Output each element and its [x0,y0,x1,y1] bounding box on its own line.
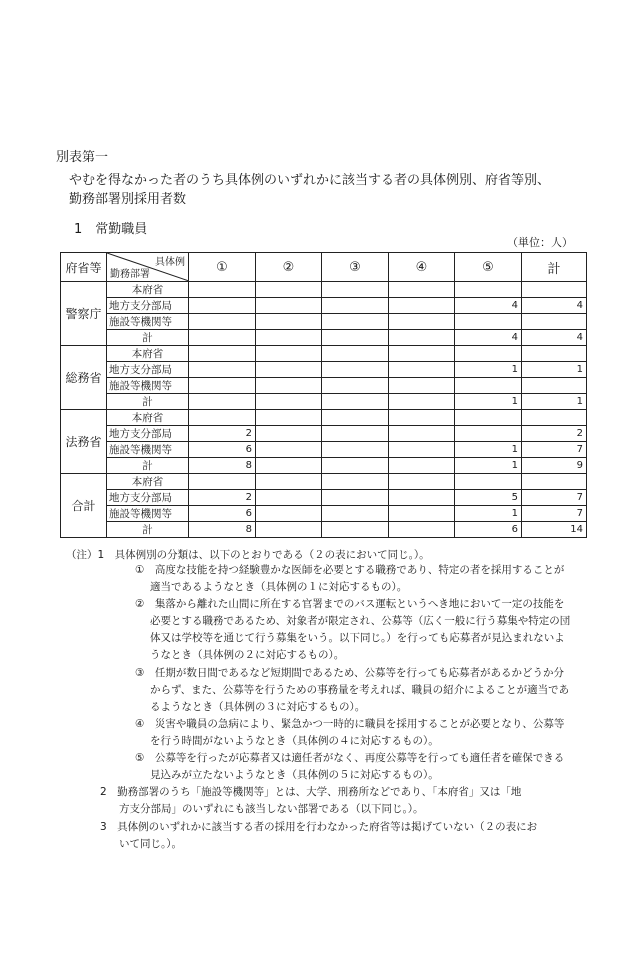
value-cell: 1 [522,362,587,378]
value-cell [256,346,322,362]
value-cell [189,282,256,298]
corner-label-dept: 勤務部署 [110,269,150,280]
table-row [61,458,587,474]
table-row [61,490,587,506]
value-cell: 1 [455,362,522,378]
value-cell [322,474,389,490]
value-cell [389,394,455,410]
value-cell [389,282,455,298]
note-line: 方支分部局」のいずれにも該当しない部署である（以下同じ。）。 [119,803,424,815]
dept-label: 施設等機関等 [107,442,189,458]
value-cell [389,522,455,538]
value-cell [455,282,522,298]
value-cell [455,426,522,442]
value-cell [256,522,322,538]
note-line: 体又は学校等を通じて行う募集をいう。以下同じ。）を行っても応募者が見込まれないよ [150,632,565,644]
note-line: 見込みが立たないようなとき（具体例の５に対応するもの）。 [150,769,439,781]
value-cell [322,282,389,298]
dept-label: 計 [107,522,189,538]
col-header-3: ③ [322,253,389,282]
value-cell [256,410,322,426]
value-cell [189,298,256,314]
value-cell [256,378,322,394]
note-line: ② 集落から離れた山間に所在する官署までのバス運転というへき地において一定の技能を [135,598,565,610]
header-row [61,253,587,282]
value-cell: 1 [455,458,522,474]
value-cell [322,490,389,506]
value-cell [256,426,322,442]
value-cell: 4 [522,298,587,314]
value-cell [256,458,322,474]
ministry-name: 警察庁 [61,282,107,346]
value-cell [522,410,587,426]
section-title: 別表第一 [56,150,109,165]
value-cell [322,330,389,346]
value-cell: 1 [455,394,522,410]
value-cell [322,298,389,314]
col-header-2: ② [256,253,322,282]
dept-label: 地方支分部局 [107,298,189,314]
table-row [61,426,587,442]
heading-line-1: やむを得なかった者のうち具体例のいずれかに該当する者の具体例別、府省等別、 [69,173,551,188]
ministry-name: 総務省 [61,346,107,410]
value-cell [189,330,256,346]
value-cell: 7 [522,490,587,506]
value-cell: 4 [522,330,587,346]
value-cell [256,298,322,314]
value-cell [389,458,455,474]
value-cell [189,314,256,330]
value-cell: 1 [522,394,587,410]
note-line: を行う時間がないようなとき（具体例の４に対応するもの）。 [150,735,439,747]
col-header-total: 計 [522,253,587,282]
value-cell [522,474,587,490]
note-line: るようなとき（具体例の３に対応するもの）。 [150,701,366,713]
value-cell [455,410,522,426]
dept-label: 計 [107,394,189,410]
value-cell [522,314,587,330]
value-cell: 5 [455,490,522,506]
dept-label: 施設等機関等 [107,506,189,522]
value-cell: 14 [522,522,587,538]
value-cell [322,426,389,442]
table-row [61,330,587,346]
value-cell [389,506,455,522]
value-cell [256,330,322,346]
table-row [61,346,587,362]
table-row [61,506,587,522]
note-line: 3 具体例のいずれかに該当する者の採用を行わなかった府省等は掲げていない（２の表にお [100,821,538,833]
value-cell [389,330,455,346]
value-cell [256,314,322,330]
note-line: 2 勤務部署のうち「施設等機関等」とは、大学、刑務所などであり、「本府省」又は「地 [100,786,522,798]
heading-line-2: 勤務部署別採用者数 [69,192,187,207]
value-cell [189,362,256,378]
value-cell [256,394,322,410]
value-cell [189,410,256,426]
table-body [61,282,587,538]
corner-header [107,253,189,282]
value-cell [256,362,322,378]
subsection-title: 1 常勤職員 [74,222,148,237]
value-cell: 6 [189,506,256,522]
note-line: ① 高度な技能を持つ経験豊かな医師を必要とする職務であり、特定の者を採用することが [135,564,565,576]
value-cell [455,378,522,394]
value-cell [522,378,587,394]
dept-label: 施設等機関等 [107,314,189,330]
value-cell [322,346,389,362]
note-line: （注）1 具体例別の分類は、以下のとおりである（２の表において同じ。）。 [66,549,430,561]
dept-label: 本府省 [107,410,189,426]
value-cell [189,346,256,362]
value-cell: 8 [189,522,256,538]
value-cell: 6 [189,442,256,458]
value-cell: 2 [522,426,587,442]
value-cell [256,282,322,298]
value-cell: 7 [522,506,587,522]
value-cell [389,474,455,490]
value-cell [455,314,522,330]
value-cell: 2 [189,490,256,506]
value-cell [389,442,455,458]
corner-label-example: 具体例 [155,257,185,268]
note-line: いて同じ。）。 [119,838,182,850]
value-cell: 2 [189,426,256,442]
value-cell [389,410,455,426]
table-row [61,474,587,490]
table-row [61,314,587,330]
note-line: 必要とする職務であるため、対象者が限定され、公募等（広く一般に行う募集や特定の団 [150,615,571,627]
note-line: ④ 災害や職員の急病により、緊急かつ一時的に職員を採用することが必要となり、公募等 [135,718,565,730]
value-cell [322,394,389,410]
value-cell [189,378,256,394]
value-cell: 4 [455,298,522,314]
table-row [61,522,587,538]
ministry-header: 府省等 [61,253,107,282]
table-row [61,442,587,458]
value-cell [322,314,389,330]
value-cell [256,506,322,522]
dept-label: 地方支分部局 [107,426,189,442]
note-line: うなとき（具体例の２に対応するもの）。 [150,649,345,661]
value-cell [522,282,587,298]
table-row [61,378,587,394]
table-row [61,298,587,314]
dept-label: 本府省 [107,282,189,298]
value-cell [256,490,322,506]
value-cell: 1 [455,506,522,522]
value-cell [389,426,455,442]
value-cell [389,314,455,330]
value-cell: 9 [522,458,587,474]
dept-label: 本府省 [107,346,189,362]
value-cell: 8 [189,458,256,474]
value-cell [322,410,389,426]
value-cell [322,458,389,474]
value-cell [389,490,455,506]
value-cell [389,362,455,378]
value-cell [389,346,455,362]
col-header-5: ⑤ [455,253,522,282]
note-line: からず、また、公募等を行うための事務量を考えれば、職員の紹介によることが適当であ [150,684,570,696]
staff-table [60,252,587,538]
col-header-1: ① [189,253,256,282]
value-cell [256,474,322,490]
value-cell [256,442,322,458]
value-cell [189,394,256,410]
table-row [61,394,587,410]
value-cell [455,346,522,362]
value-cell: 1 [455,442,522,458]
note-line: 適当であるようなとき（具体例の１に対応するもの）。 [150,581,408,593]
table-row [61,410,587,426]
value-cell [389,378,455,394]
col-header-4: ④ [389,253,455,282]
dept-label: 計 [107,458,189,474]
dept-label: 地方支分部局 [107,362,189,378]
value-cell [322,442,389,458]
unit-label: （単位：人） [507,236,573,249]
table-row [61,362,587,378]
dept-label: 地方支分部局 [107,490,189,506]
value-cell [455,474,522,490]
ministry-name: 合計 [61,474,107,538]
note-line: ⑤ 公募等を行ったが応募者又は適任者がなく、再度公募等を行っても適任者を確保できる [135,752,565,764]
note-line: ③ 任期が数日間であるなど短期間であるため、公募等を行っても応募者があるかどうか分 [135,667,564,679]
value-cell [189,474,256,490]
value-cell [522,346,587,362]
value-cell [389,298,455,314]
value-cell [322,362,389,378]
dept-label: 計 [107,330,189,346]
dept-label: 施設等機関等 [107,378,189,394]
table-row [61,282,587,298]
dept-label: 本府省 [107,474,189,490]
value-cell: 6 [455,522,522,538]
value-cell [322,506,389,522]
ministry-name: 法務省 [61,410,107,474]
value-cell [322,378,389,394]
value-cell: 4 [455,330,522,346]
value-cell: 7 [522,442,587,458]
value-cell [322,522,389,538]
